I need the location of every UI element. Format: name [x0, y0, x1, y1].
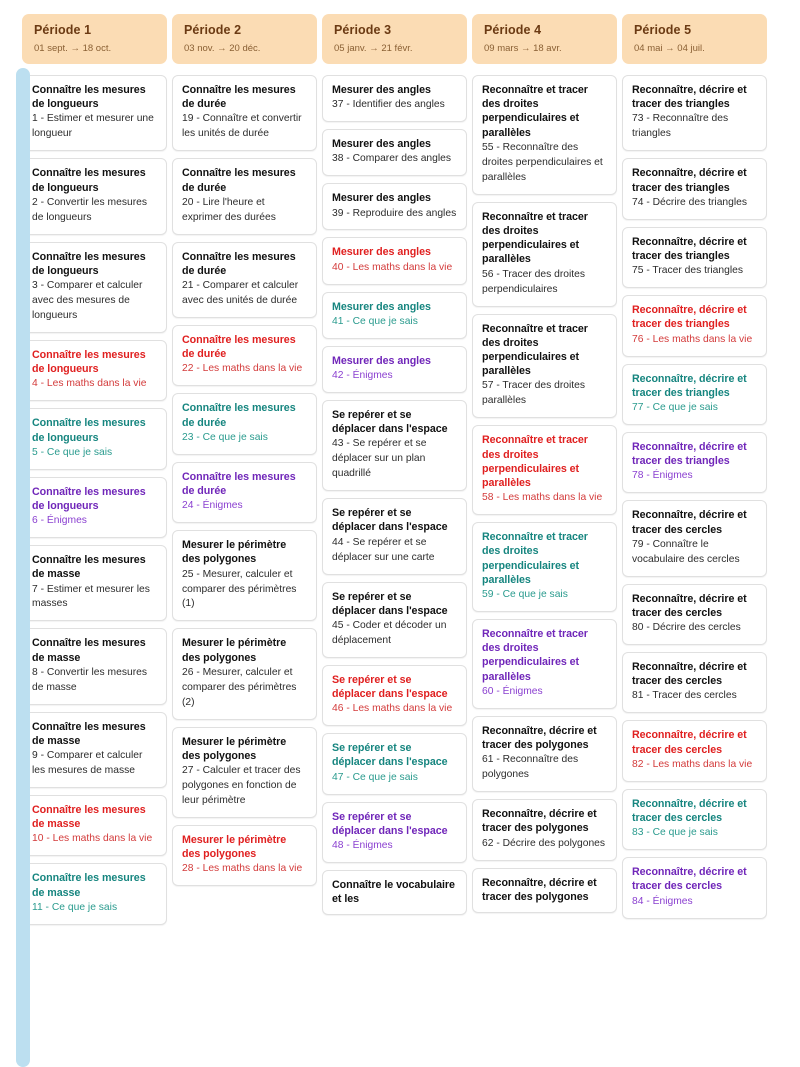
- lesson-card[interactable]: [322, 582, 467, 658]
- lesson-card[interactable]: [22, 863, 167, 924]
- period-column: [172, 14, 317, 893]
- card-list: [172, 75, 317, 893]
- lesson-card-subtitle: 1 - Estimer et mesurer une longueur: [32, 113, 154, 140]
- lesson-card-title: Connaître les mesures de longueurs: [32, 485, 146, 512]
- lesson-card[interactable]: [622, 364, 767, 425]
- lesson-card-title: Connaître les mesures de durée: [182, 84, 296, 111]
- lesson-card-title: Mesurer des angles: [332, 84, 431, 97]
- lesson-card-title: Reconnaître, décrire et tracer des polygones: [482, 808, 597, 835]
- lesson-card-subtitle: 22 - Les maths dans la vie: [182, 363, 303, 375]
- lesson-card[interactable]: [472, 522, 617, 612]
- lesson-card-subtitle: 37 - Identifier des angles: [332, 99, 445, 111]
- lesson-card-title: Connaître les mesures de longueurs: [32, 84, 146, 111]
- lesson-card-title: Connaître les mesures de longueurs: [32, 348, 146, 376]
- lesson-card[interactable]: [322, 237, 467, 284]
- lesson-card-title: Se repérer et se déplacer dans l'espace: [332, 590, 448, 617]
- lesson-card-title: Mesurer des angles: [332, 138, 431, 151]
- lesson-card-subtitle: 2 - Convertir les mesures de longueurs: [32, 196, 148, 223]
- lesson-card-subtitle: 47 - Ce que je sais: [332, 771, 418, 783]
- period-header[interactable]: [22, 14, 167, 64]
- card-list: [322, 75, 467, 922]
- lesson-card-subtitle: 38 - Comparer des angles: [332, 153, 452, 165]
- lesson-card-subtitle: 25 - Mesurer, calculer et comparer des périmètres (1): [182, 568, 297, 610]
- lesson-card-subtitle: 74 - Décrire des triangles: [632, 196, 748, 208]
- lesson-card[interactable]: [172, 727, 317, 818]
- lesson-card[interactable]: [622, 432, 767, 493]
- lesson-card[interactable]: [22, 158, 167, 234]
- lesson-card-subtitle: 75 - Tracer des triangles: [632, 265, 744, 277]
- lesson-card[interactable]: [322, 498, 467, 574]
- lesson-card[interactable]: [622, 295, 767, 356]
- lesson-card-title: Connaître les mesures de durée: [182, 167, 296, 194]
- lesson-card[interactable]: [622, 75, 767, 151]
- lesson-card-title: Reconnaître, décrire et tracer des triangles: [632, 304, 747, 331]
- lesson-card-title: Connaître les mesures de longueurs: [32, 167, 146, 194]
- lesson-card[interactable]: [472, 868, 617, 913]
- lesson-card-title: Connaître les mesures de masse: [32, 720, 146, 747]
- lesson-card[interactable]: [622, 158, 767, 219]
- lesson-card-subtitle: 59 - Ce que je sais: [482, 589, 568, 601]
- lesson-card-subtitle: 79 - Connaître le vocabulaire des cercles: [632, 538, 740, 565]
- lesson-card-subtitle: 55 - Reconnaître des droites perpendiculaires et parallèles: [482, 141, 603, 183]
- lesson-card-subtitle: 19 - Connaître et convertir les unités de durée: [182, 113, 302, 140]
- lesson-card-subtitle: 84 - Énigmes: [632, 895, 693, 907]
- lesson-card-subtitle: 4 - Les maths dans la vie: [32, 378, 147, 390]
- lesson-card-title: Reconnaître, décrire et tracer des triangles: [632, 167, 747, 194]
- card-list: [472, 75, 617, 920]
- lesson-card[interactable]: [172, 242, 317, 318]
- period-header[interactable]: [622, 14, 767, 64]
- lesson-card-title: Reconnaître, décrire et tracer des cercles: [632, 509, 747, 536]
- lesson-card-title: Reconnaître, décrire et tracer des triangles: [632, 235, 747, 262]
- lesson-card-subtitle: 60 - Énigmes: [482, 685, 543, 697]
- lesson-card[interactable]: [22, 712, 167, 788]
- lesson-card[interactable]: [472, 314, 617, 419]
- lesson-card-title: Reconnaître, décrire et tracer des cercles: [632, 592, 747, 619]
- lesson-card[interactable]: [472, 619, 617, 709]
- lesson-card-title: Mesurer des angles: [332, 354, 431, 367]
- lesson-card-title: Reconnaître, décrire et tracer des cercles: [632, 729, 747, 756]
- lesson-card-title: Mesurer le périmètre des polygones: [182, 735, 287, 762]
- lesson-card-subtitle: 82 - Les maths dans la vie: [632, 758, 753, 770]
- period-title: Période 4: [484, 23, 542, 37]
- lesson-card[interactable]: [172, 75, 317, 151]
- card-list: [22, 75, 167, 932]
- period-column: [22, 14, 167, 932]
- lesson-card-title: Mesurer le périmètre des polygones: [182, 637, 287, 664]
- lesson-card-subtitle: 56 - Tracer des droites perpendiculaires: [482, 268, 586, 295]
- lesson-card-subtitle: 73 - Reconnaître des triangles: [632, 113, 729, 140]
- period-dates: 09 mars → 18 avr.: [484, 42, 562, 54]
- lesson-card-title: Connaître les mesures de durée: [182, 470, 296, 497]
- lesson-card-title: Connaître le vocabulaire et les: [332, 878, 455, 906]
- lesson-card-title: Reconnaître, décrire et tracer des cercles: [632, 797, 747, 824]
- period-title: Période 1: [34, 23, 92, 37]
- lesson-card[interactable]: [472, 716, 617, 792]
- lesson-card-title: Reconnaître et tracer des droites perpendiculaires et parallèles: [482, 84, 588, 139]
- lesson-card[interactable]: [322, 183, 467, 230]
- lesson-card-subtitle: 76 - Les maths dans la vie: [632, 333, 753, 345]
- lesson-card-subtitle: 78 - Énigmes: [632, 470, 693, 482]
- lesson-card-title: Connaître les mesures de longueurs: [32, 250, 146, 277]
- lesson-card-title: Connaître les mesures de masse: [32, 637, 146, 664]
- lesson-card-subtitle: 58 - Les maths dans la vie: [482, 492, 603, 504]
- lesson-card[interactable]: [22, 628, 167, 704]
- lesson-card[interactable]: [22, 795, 167, 856]
- lesson-card-title: Se repérer et se déplacer dans l'espace: [332, 673, 448, 701]
- period-column: [322, 14, 467, 922]
- lesson-card[interactable]: [622, 584, 767, 645]
- lesson-card-title: Mesurer des angles: [332, 300, 431, 313]
- period-title: Période 5: [634, 23, 692, 37]
- lesson-card-title: Reconnaître, décrire et tracer des polygones: [482, 724, 597, 752]
- lesson-card[interactable]: [622, 652, 767, 713]
- lesson-card[interactable]: [622, 857, 767, 918]
- lesson-card-subtitle: 5 - Ce que je sais: [32, 446, 113, 458]
- period-header[interactable]: [172, 14, 317, 64]
- lesson-card[interactable]: [172, 628, 317, 719]
- lesson-card[interactable]: [172, 158, 317, 234]
- lesson-card[interactable]: [172, 530, 317, 621]
- lesson-card[interactable]: [322, 292, 467, 339]
- lesson-card[interactable]: [622, 789, 767, 850]
- board-scroll-rail[interactable]: [16, 68, 30, 1067]
- lesson-card-title: Se repérer et se déplacer dans l'espace: [332, 810, 448, 837]
- lesson-card-title: Reconnaître et tracer des droites perpendiculaires et parallèles: [482, 322, 588, 378]
- lesson-card-subtitle: 46 - Les maths dans la vie: [332, 703, 453, 715]
- lesson-card-title: Reconnaître, décrire et tracer des triangles: [632, 372, 747, 399]
- lesson-card-title: Connaître les mesures de masse: [32, 872, 146, 899]
- lesson-card[interactable]: [322, 733, 467, 794]
- lesson-card-subtitle: 61 - Reconnaître des polygones: [482, 754, 579, 781]
- lesson-card[interactable]: [172, 462, 317, 523]
- lesson-card-title: Se repérer et se déplacer dans l'espace: [332, 408, 448, 436]
- period-title: Période 3: [334, 23, 392, 37]
- lesson-card-subtitle: 20 - Lire l'heure et exprimer des durées: [182, 196, 276, 223]
- lesson-card-subtitle: 23 - Ce que je sais: [182, 431, 268, 443]
- lesson-card-subtitle: 11 - Ce que je sais: [32, 901, 118, 913]
- lesson-card-subtitle: 44 - Se repérer et se déplacer sur une carte: [332, 536, 435, 563]
- lesson-card[interactable]: [22, 477, 167, 538]
- lesson-card[interactable]: [622, 720, 767, 781]
- lesson-card-title: Connaître les mesures de longueurs: [32, 417, 146, 444]
- lesson-card-subtitle: 40 - Les maths dans la vie: [332, 261, 453, 273]
- period-dates: 04 mai → 04 juil.: [634, 42, 705, 54]
- lesson-card[interactable]: [172, 393, 317, 454]
- lesson-card[interactable]: [22, 75, 167, 151]
- lesson-card-subtitle: 21 - Comparer et calculer avec des unités de durée: [182, 280, 299, 307]
- lesson-card-subtitle: 80 - Décrire des cercles: [632, 622, 741, 634]
- card-list: [622, 75, 767, 926]
- period-dates: 01 sept. → 18 oct.: [34, 42, 112, 54]
- lesson-card[interactable]: [322, 75, 467, 122]
- lesson-card-title: Connaître les mesures de durée: [182, 333, 296, 361]
- period-dates: 05 janv. → 21 févr.: [334, 42, 413, 54]
- lesson-card-subtitle: 24 - Énigmes: [182, 500, 243, 512]
- lesson-card-subtitle: 57 - Tracer des droites parallèles: [482, 380, 586, 407]
- lesson-card-subtitle: 3 - Comparer et calculer avec des mesures de longueurs: [32, 280, 143, 321]
- lesson-card[interactable]: [22, 340, 167, 401]
- lesson-card-subtitle: 7 - Estimer et mesurer les masses: [32, 583, 150, 610]
- lesson-card-subtitle: 81 - Tracer des cercles: [632, 690, 737, 702]
- period-column: [472, 14, 617, 920]
- lesson-card-subtitle: 42 - Énigmes: [332, 370, 393, 382]
- lesson-card[interactable]: [322, 870, 467, 915]
- period-column: [622, 14, 767, 926]
- lesson-card-title: Connaître les mesures de masse: [32, 803, 146, 831]
- lesson-card-title: Mesurer le périmètre des polygones: [182, 833, 287, 861]
- lesson-card-subtitle: 77 - Ce que je sais: [632, 401, 718, 413]
- period-header[interactable]: [472, 14, 617, 64]
- lesson-card-subtitle: 48 - Énigmes: [332, 840, 393, 852]
- lesson-card-subtitle: 83 - Ce que je sais: [632, 827, 718, 839]
- lesson-card-title: Connaître les mesures de masse: [32, 554, 146, 581]
- lesson-card[interactable]: [472, 425, 617, 515]
- lesson-card-title: Mesurer des angles: [332, 192, 431, 205]
- lesson-card[interactable]: [322, 802, 467, 863]
- lesson-card[interactable]: [172, 825, 317, 886]
- lesson-card-subtitle: 62 - Décrire des polygones: [482, 837, 606, 849]
- period-title: Période 2: [184, 23, 242, 37]
- lesson-card-subtitle: 43 - Se repérer et se déplacer sur un plan quadrillé: [332, 438, 427, 480]
- lesson-card[interactable]: [22, 545, 167, 621]
- lesson-card[interactable]: [322, 129, 467, 176]
- lesson-card[interactable]: [472, 799, 617, 860]
- lesson-card[interactable]: [322, 400, 467, 491]
- lesson-card-subtitle: 27 - Calculer et tracer des polygones en fonction de leur périmètre: [182, 765, 301, 806]
- period-dates: 03 nov. → 20 déc.: [184, 42, 261, 54]
- lesson-card-title: Mesurer des angles: [332, 246, 431, 259]
- lesson-card[interactable]: [472, 202, 617, 307]
- period-header[interactable]: [322, 14, 467, 64]
- lesson-card-subtitle: 8 - Convertir les mesures de masse: [32, 666, 148, 693]
- lesson-card-title: Se repérer et se déplacer dans l'espace: [332, 742, 448, 769]
- lesson-card-subtitle: 28 - Les maths dans la vie: [182, 863, 303, 875]
- lesson-card-subtitle: 9 - Comparer et calculer les mesures de masse: [32, 750, 143, 777]
- lesson-card-title: Reconnaître, décrire et tracer des triangles: [632, 440, 747, 468]
- lesson-card-title: Reconnaître et tracer des droites perpendiculaires et parallèles: [482, 628, 588, 683]
- lesson-card-title: Mesurer le périmètre des polygones: [182, 539, 287, 566]
- lesson-card-title: Reconnaître et tracer des droites perpendiculaires et parallèles: [482, 210, 588, 266]
- lesson-card-title: Reconnaître, décrire et tracer des triangles: [632, 84, 747, 111]
- lesson-card-title: Reconnaître, décrire et tracer des polygones: [482, 876, 597, 903]
- lesson-card-title: Connaître les mesures de durée: [182, 250, 296, 277]
- lesson-card-title: Connaître les mesures de durée: [182, 402, 296, 429]
- lesson-card[interactable]: [622, 500, 767, 576]
- lesson-card-title: Reconnaître et tracer des droites perpendiculaires et parallèles: [482, 434, 588, 489]
- lesson-card[interactable]: [622, 227, 767, 288]
- lesson-card[interactable]: [22, 408, 167, 469]
- lesson-card-title: Reconnaître, décrire et tracer des cercles: [632, 660, 747, 688]
- lesson-card-subtitle: 26 - Mesurer, calculer et comparer des périmètres (2): [182, 666, 297, 708]
- lesson-card[interactable]: [172, 325, 317, 386]
- lesson-card-subtitle: 45 - Coder et décoder un déplacement: [332, 619, 447, 646]
- lesson-card[interactable]: [322, 665, 467, 726]
- lesson-card-subtitle: 39 - Reproduire des angles: [332, 207, 457, 219]
- lesson-card-subtitle: 41 - Ce que je sais: [332, 315, 418, 327]
- lesson-card-subtitle: 10 - Les maths dans la vie: [32, 833, 153, 845]
- lesson-card-subtitle: 6 - Énigmes: [32, 515, 87, 527]
- lesson-card[interactable]: [472, 75, 617, 195]
- lesson-card[interactable]: [22, 242, 167, 333]
- lesson-card-title: Reconnaître, décrire et tracer des cercles: [632, 866, 747, 893]
- lesson-card[interactable]: [322, 346, 467, 393]
- lesson-card-title: Se repérer et se déplacer dans l'espace: [332, 507, 448, 534]
- lesson-card-title: Reconnaître et tracer des droites perpendiculaires et parallèles: [482, 531, 588, 586]
